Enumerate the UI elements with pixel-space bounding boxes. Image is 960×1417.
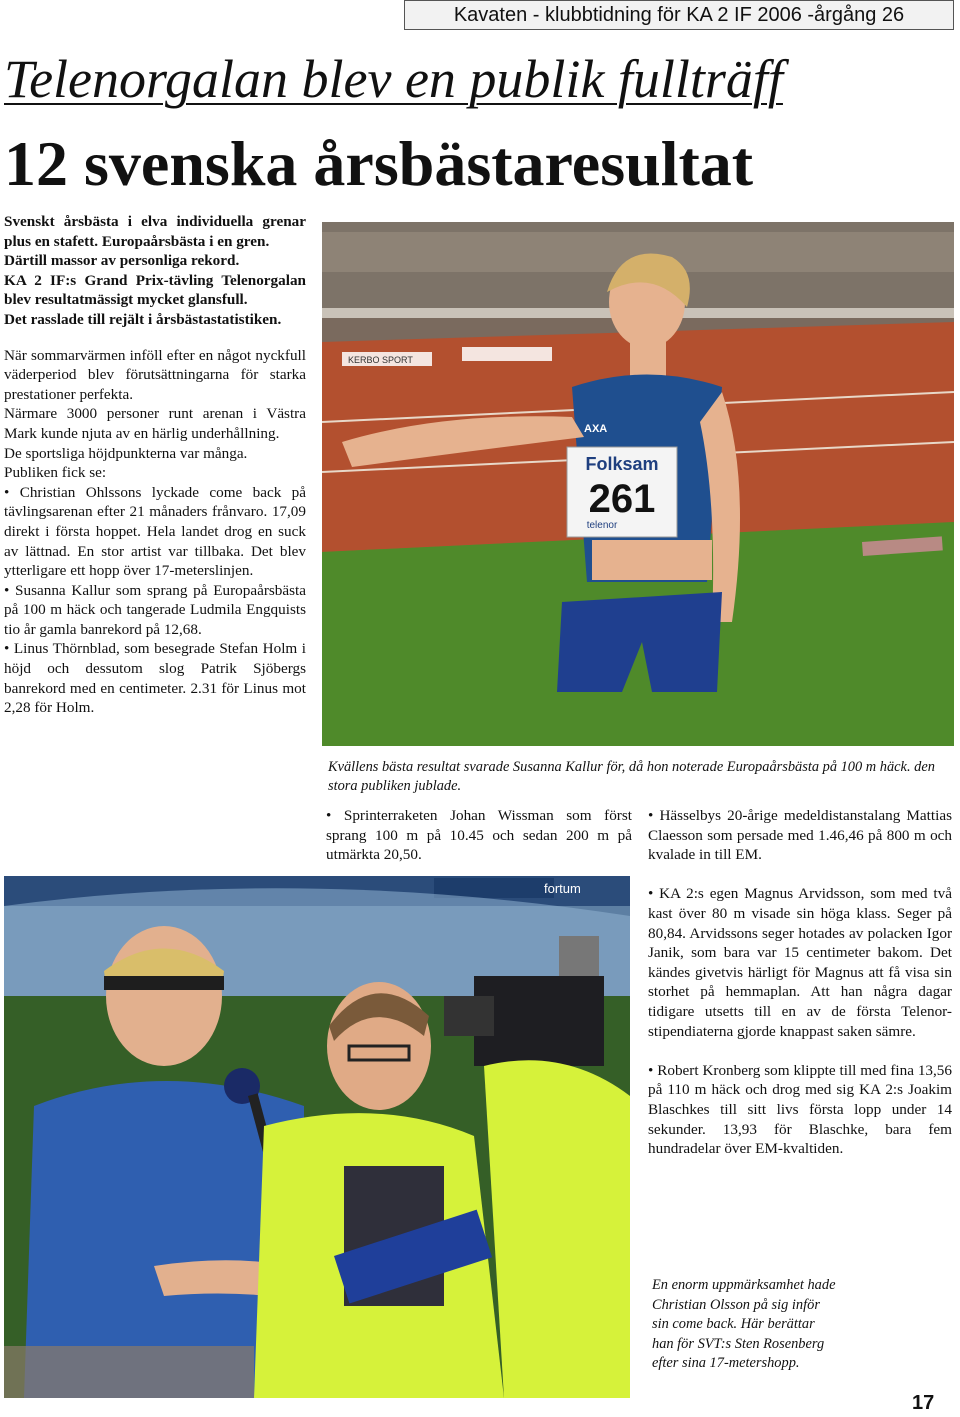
banner-text: fortum [544, 881, 581, 896]
interview-illustration [4, 876, 630, 1398]
middle-column [326, 806, 632, 865]
photo-caption-bottom [652, 1276, 872, 1374]
bib-subsponsor: telenor [586, 520, 618, 531]
athlete-illustration [322, 222, 954, 746]
photo-athlete-kallur [322, 222, 954, 746]
caption-line: Christian Olsson på sig inför [652, 1296, 820, 1313]
body-paragraph: Publiken fick se: [4, 464, 107, 482]
caption-line: En enorm uppmärksamhet hade [652, 1277, 836, 1293]
highlight-bullet: • Susanna Kallur som sprang på Europaårsbästa på 100 m häck och tangerade Ludmila Engquists tio år gamla banrekord på 12,68. [4, 581, 306, 640]
highlight-bullet: • Christian Ohlssons lyckade come back på tävlingsarenan efter 21 månaders frånvaro. 17,09 direkt i första hoppet. Hela landet drog en suck av lättnad. En stor artist var tillbaka. Det blev ytterligare ett hopp över 17-meterslinjen. [4, 483, 306, 581]
caption-line: efter sina 17-metershopp. [652, 1355, 800, 1372]
top-sponsor-logo: AXA [584, 423, 608, 435]
ingress [4, 212, 306, 330]
caption-line: sin come back. Här berättar [652, 1316, 815, 1333]
body-paragraph: Närmare 3000 personer runt arenan i Västra Mark kunde njuta av en härlig underhållning. [4, 405, 306, 442]
ingress-paragraph: KA 2 IF:s Grand Prix-tävling Telenorgalan blev resultatmässigt mycket glansfull. [4, 271, 306, 309]
board-label: KERBO SPORT [348, 355, 413, 365]
caption-line: han för SVT:s Sten Rosenberg [652, 1335, 825, 1352]
left-column [4, 212, 306, 718]
page-number: 17 [912, 1392, 935, 1414]
article-headline: 12 svenska årsbästaresultat [4, 128, 754, 199]
photo-interview-olsson [4, 876, 630, 1398]
highlight-bullet: • Sprinterraketen Johan Wissman som först sprang 100 m på 10.45 och sedan 200 m på utmärkta 20,50. [326, 806, 632, 865]
photo-caption-top: Kvällens bästa resultat svarade Susanna Kallur för, då hon noterade Europaårsbästa på 100 m häck. den stora publiken jublade. [328, 759, 935, 794]
body-paragraph: När sommarvärmen inföll efter en något nyckfull väderperiod blev förutsättningarna för starka prestationer perfekta. [4, 346, 306, 403]
ingress-paragraph: Det rasslade till rejält i årsbästastatistiken. [4, 310, 282, 328]
body-paragraph: De sportsliga höjdpunkterna var många. [4, 444, 248, 462]
bib-sponsor: Folksam [585, 454, 659, 474]
ingress-paragraph: Svenskt årsbästa i elva individuella grenar plus en stafett. Europaårsbästa i en gren. [4, 213, 306, 250]
highlight-bullet: • Robert Kronberg som klippte till med fina 13,56 på 110 m häck och drog med sig KA 2:s Joakim Blaschkes till sitt livs första lopp under 14 sekunder. 13,93 för Blaschke, bara fem hundradelar över EM-kvaltiden. [648, 1061, 952, 1159]
bib-number: 261 [588, 477, 656, 521]
right-column [648, 806, 952, 1159]
article-kicker: Telenorgalan blev en publik fullträff [4, 49, 783, 109]
highlight-bullet: • KA 2:s egen Magnus Arvidsson, som med två kast över 80 m visade sin höga klass. Seger på 80,84. Arvidssons seger hotades av polacken Igor Janik, som bara var 15 centimeter bakom. Det kändes givetvis härligt för Magnus att få visa sin storhet på hemmaplan. Att han några dagar tidigare utsetts till en av de första Telenor-stipendiaterna gjorde knappast saken sämre. [648, 884, 952, 1041]
ingress-paragraph: Därtill massor av personliga rekord. [4, 252, 240, 270]
highlight-bullet: • Linus Thörnblad, som besegrade Stefan Holm i höjd och dessutom slog Patrik Sjöbergs banrekord med en centimeter. 2.31 för Linus mot 2,28 för Holm. [4, 639, 306, 717]
running-header: Kavaten - klubbtidning för KA 2 IF 2006 -årgång 26 [404, 0, 954, 30]
highlight-bullet: • Hässelbys 20-årige medeldistanstalang Mattias Claesson som persade med 1.46,46 på 800 m och kvalade in till EM. [648, 806, 952, 865]
